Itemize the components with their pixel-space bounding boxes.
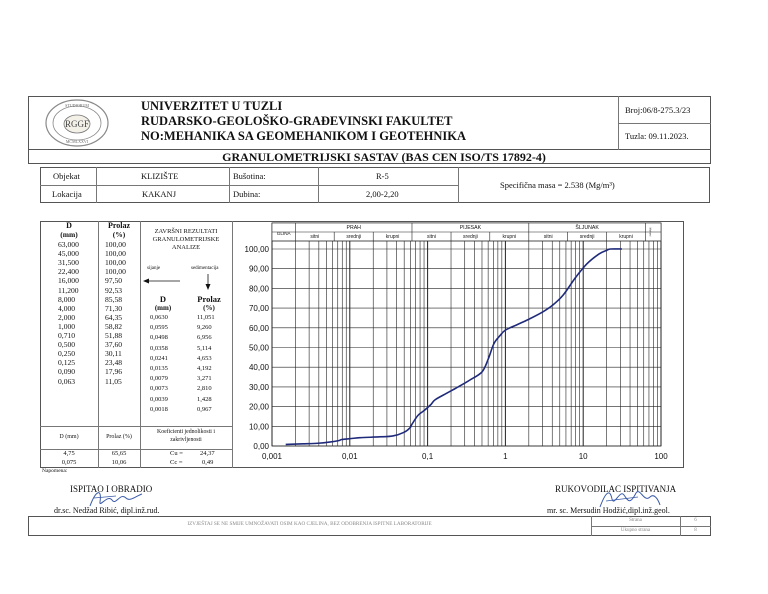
info-vline-3 xyxy=(318,167,319,203)
y-tick-label: 30,00 xyxy=(248,382,269,392)
results-p-value: 1,428 xyxy=(197,395,212,403)
sieve-d-value: 16,000 xyxy=(58,276,79,286)
plot-frame xyxy=(272,223,661,446)
signature-left xyxy=(86,486,146,512)
results-title-2: GRANULOMETRIJSKE xyxy=(152,236,220,243)
cc-label: Cc = xyxy=(170,459,183,466)
results-p-header: Prolaz xyxy=(197,294,221,304)
sieve-p-value: 97,50 xyxy=(105,276,123,286)
sieve-d-value: 63,000 xyxy=(58,240,79,249)
logo-year-text: MCMLXXVI xyxy=(65,139,89,144)
x-tick-label: 0,1 xyxy=(422,452,434,461)
dubina-value: 2,00-2,20 xyxy=(366,189,399,199)
results-d-value: 0,0079 xyxy=(150,375,168,383)
sieve-d-value: 0,710 xyxy=(58,331,76,340)
direction-arrows xyxy=(140,272,232,292)
signature-right xyxy=(594,485,664,513)
cc-value: 0,49 xyxy=(202,459,214,466)
specific-mass: Specifična masa = 2.538 (Mg/m³) xyxy=(500,180,615,190)
objekat-value: KLIZIŠTE xyxy=(141,171,179,181)
napomena-label: Napomena: xyxy=(42,468,68,474)
sieve-p-value: 11,05 xyxy=(105,376,122,386)
busotina-value: R-5 xyxy=(376,171,389,181)
ukupno-label: Ukupno strana xyxy=(620,528,651,533)
info-vline-2 xyxy=(229,167,230,203)
sieve-p-value: 100,00 xyxy=(105,258,126,268)
glina-label: GLINA xyxy=(276,231,291,236)
header-hdivider xyxy=(618,123,711,124)
y-tick-label: 50,00 xyxy=(248,343,269,353)
sieve-p-value: 64,35 xyxy=(105,312,123,322)
results-d-value: 0,0039 xyxy=(150,395,168,403)
logo-text: RGGF xyxy=(64,119,90,129)
results-d-header: D xyxy=(159,294,167,304)
results-p-value: 0,967 xyxy=(197,405,212,413)
busotina-label: Bušotina: xyxy=(233,171,266,181)
results-p-value: 3,271 xyxy=(197,375,212,383)
coeff-p-value-2: 10,06 xyxy=(111,459,127,466)
x-tick-label: 1 xyxy=(503,452,508,461)
y-tick-label: 60,00 xyxy=(248,323,269,333)
sieve-p-value: 100,00 xyxy=(105,249,126,259)
sieve-d-value: 0,250 xyxy=(58,349,76,359)
results-title-3: ANALIZE xyxy=(171,244,201,251)
subclass-krupni-label: krupni xyxy=(502,234,517,240)
coeff-d-label: D (mm) xyxy=(59,434,79,440)
results-d-value: 0,0358 xyxy=(150,344,168,352)
results-d-value: 0,0073 xyxy=(150,385,168,393)
results-p-unit: (%) xyxy=(203,304,215,312)
cu-label: Cu = xyxy=(170,450,183,457)
blokovi-label: blokovi xyxy=(648,227,653,237)
x-tick-label: 0,001 xyxy=(261,452,283,461)
sijanje-label: sijanje xyxy=(147,266,161,271)
subclass-krupni-label: krupni xyxy=(385,234,400,240)
sieve-p-value: 17,96 xyxy=(105,367,123,377)
results-p-value: 11,051 xyxy=(197,314,215,321)
x-tick-label: 0,01 xyxy=(342,452,358,461)
sieve-p-value: 100,00 xyxy=(105,267,126,277)
disclaimer-text: IZVJEŠTAJ SE NE SMIJE UMNOŽAVATI OSIM KAO CJELINA, BEZ ODOBRENJA ISPITNE LABORATORIJE xyxy=(187,521,432,527)
ispitao-heading: ISPITAO I OBRADIO xyxy=(70,484,153,494)
x-tick-label: 100 xyxy=(654,452,668,461)
sedimentacija-label: sedimentacija xyxy=(191,266,219,271)
coeff-p-value-1: 65,65 xyxy=(111,450,127,457)
y-tick-label: 20,00 xyxy=(248,402,269,412)
lokacija-value: KAKANJ xyxy=(142,189,176,199)
subclass-sitni-label: sitni xyxy=(427,234,436,240)
y-tick-label: 100,00 xyxy=(244,245,269,254)
sieve-d-unit: (mm) xyxy=(60,230,78,239)
document-number: Broj:06/8-275.3/23 xyxy=(625,105,691,115)
sieve-d-value: 0,500 xyxy=(58,340,76,350)
university-name: UNIVERZITET U TUZLI xyxy=(141,99,283,113)
results-d-value: 0,0241 xyxy=(150,354,168,362)
x-tick-label: 10 xyxy=(578,452,588,461)
info-hline xyxy=(40,185,458,186)
results-p-value: 9,260 xyxy=(197,324,212,332)
rukovodilac-heading: RUKOVODILAC ISPITIVANJA xyxy=(555,484,677,494)
subclass-srednji-label: srednji xyxy=(463,234,478,240)
results-d-value: 0,0135 xyxy=(150,365,168,372)
y-tick-label: 70,00 xyxy=(248,304,269,314)
results-p-value: 2,810 xyxy=(197,385,212,393)
sieve-d-value: 22,400 xyxy=(58,267,79,277)
prah-label: PRAH xyxy=(346,225,361,231)
sieve-p-value: 37,60 xyxy=(105,340,123,350)
sieve-d-value: 2,000 xyxy=(58,312,76,322)
coeff-title-2: zakrivljenosti xyxy=(170,437,202,443)
department-name: NO:MEHANIKA SA GEOMEHANIKOM I GEOTEHNIKA xyxy=(141,129,467,143)
university-seal-logo xyxy=(44,99,110,147)
grain-size-curve xyxy=(286,249,622,445)
y-tick-label: 80,00 xyxy=(248,284,269,294)
info-vline-4 xyxy=(458,167,459,203)
sieve-p-value: 23,48 xyxy=(105,358,123,368)
sieve-d-value: 8,000 xyxy=(58,294,76,304)
rukovodilac-name: mr. sc. Mersudin Hodžić,dipl.inž.geol. xyxy=(547,506,670,515)
y-tick-label: 0,00 xyxy=(253,442,269,451)
sieve-d-value: 11,200 xyxy=(58,285,79,295)
y-tick-label: 10,00 xyxy=(248,422,269,432)
sieve-d-value: 0,090 xyxy=(58,367,76,377)
results-d-value: 0,0630 xyxy=(150,314,168,321)
left-arrow-icon xyxy=(143,279,149,284)
data-vline-1 xyxy=(98,221,99,468)
ukupno-value: 8 xyxy=(694,528,697,533)
subclass-krupni-label: krupni xyxy=(619,234,633,240)
down-arrow-icon xyxy=(206,284,211,290)
faculty-name: RUDARSKO-GEOLOŠKO-GRAĐEVINSKI FAKULTET xyxy=(141,114,453,128)
cu-value: 24,37 xyxy=(200,450,215,457)
sieve-d-value: 1,000 xyxy=(58,321,76,331)
dubina-label: Dubina: xyxy=(233,189,261,199)
sieve-d-header: D xyxy=(66,221,72,230)
place-date: Tuzla: 09.11.2023. xyxy=(625,131,689,141)
sljunak-label: ŠLJUNAK xyxy=(575,225,599,231)
subclass-srednji-label: srednji xyxy=(579,234,595,240)
results-d-value: 0,0595 xyxy=(150,324,168,332)
grain-size-chart xyxy=(232,222,684,468)
coeff-title-1: Koeficienti jednolikosti i xyxy=(157,429,215,435)
results-p-value: 5,114 xyxy=(197,344,212,352)
subclass-sitni-label: sitni xyxy=(543,234,553,240)
sieve-d-value: 45,000 xyxy=(58,249,79,259)
lokacija-label: Lokacija xyxy=(52,189,82,199)
ispitao-name: dr.sc. Nedžad Ribić, dipl.inž.rud. xyxy=(54,506,160,515)
info-vline-1 xyxy=(96,167,97,203)
pijesak-label: PIJESAK xyxy=(459,225,482,231)
coeff-d-value-2: 0,075 xyxy=(61,459,77,466)
sieve-p-value: 100,00 xyxy=(105,240,126,249)
results-p-value: 4,653 xyxy=(197,354,212,362)
sieve-d-value: 4,000 xyxy=(58,303,76,313)
sieve-p-header: Prolaz xyxy=(107,221,131,230)
subclass-srednji-label: srednji xyxy=(346,234,362,240)
data-hline-coeff xyxy=(40,426,232,427)
sieve-p-value: 85,58 xyxy=(105,294,123,304)
strana-value: 6 xyxy=(694,518,697,523)
sieve-p-value: 51,88 xyxy=(105,331,123,340)
sieve-p-value: 58,82 xyxy=(105,321,123,331)
results-d-value: 0,0498 xyxy=(150,334,168,342)
results-d-unit: (mm) xyxy=(154,304,172,312)
coeff-p-label: Prolaz (%) xyxy=(106,434,132,440)
logo-ring-text: STUDIORUM xyxy=(65,103,89,108)
sieve-d-value: 31,500 xyxy=(58,258,79,268)
y-tick-label: 40,00 xyxy=(248,363,269,373)
sieve-p-value: 30,11 xyxy=(105,349,122,359)
subclass-sitni-label: sitni xyxy=(310,234,320,240)
footer-hline xyxy=(591,526,711,527)
objekat-label: Objekat xyxy=(53,171,80,181)
sieve-p-unit: (%) xyxy=(112,230,126,239)
sieve-d-value: 0,125 xyxy=(58,358,76,368)
y-tick-label: 90,00 xyxy=(248,264,269,274)
results-p-value: 6,956 xyxy=(197,334,212,342)
strana-label: Strana xyxy=(629,518,642,523)
results-d-value: 0,0018 xyxy=(150,405,168,413)
results-p-value: 4,192 xyxy=(197,365,212,372)
report-title: GRANULOMETRIJSKI SASTAV (BAS CEN ISO/TS 17892-4) xyxy=(222,150,546,164)
sieve-p-value: 71,30 xyxy=(105,303,123,313)
coeff-d-value-1: 4,75 xyxy=(63,450,75,457)
results-title-1: ZAVRŠNI REZULTATI xyxy=(154,228,218,235)
sieve-p-value: 92,53 xyxy=(105,285,123,295)
sieve-d-value: 0,063 xyxy=(58,376,76,386)
